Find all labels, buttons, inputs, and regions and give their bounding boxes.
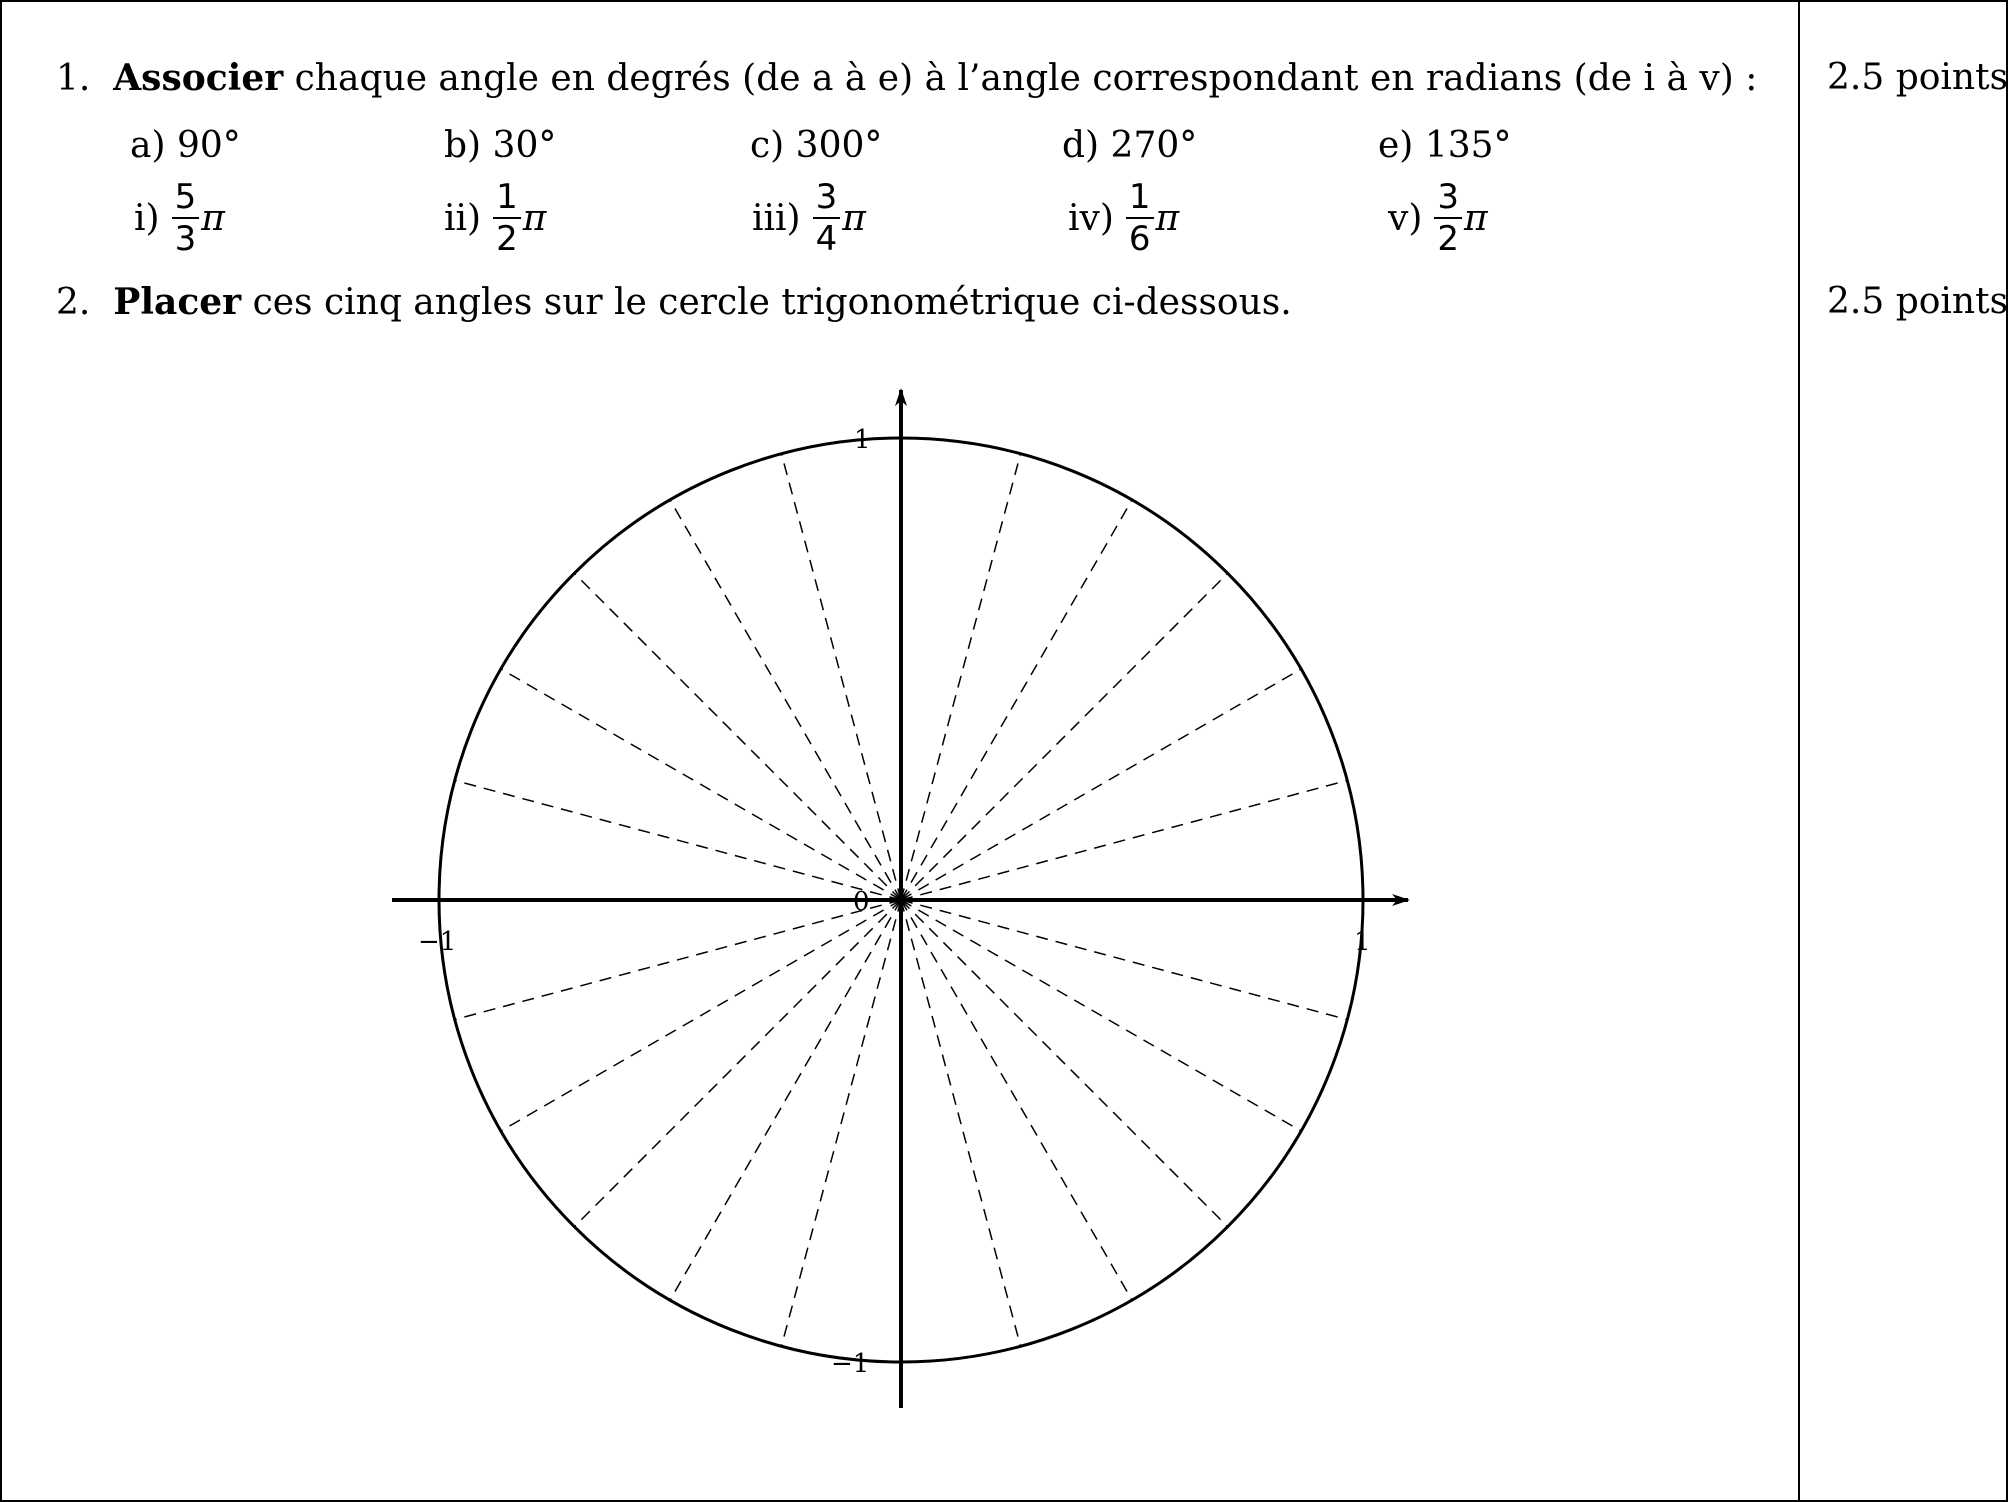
pi-symbol: π: [522, 197, 547, 239]
fraction-denominator: 6: [1128, 219, 1151, 259]
q1-instruction: chaque angle en degrés (de a à e) à l’angle correspondant en radians (de i à v) :: [283, 58, 1758, 99]
angle-division-line: [901, 900, 1347, 1020]
angle-division-line: [901, 669, 1301, 900]
q2-points: 2.5 points: [1827, 281, 2008, 322]
angle-division-line: [901, 900, 1301, 1131]
x-negative-label: −1: [418, 927, 457, 957]
angle-division-line: [574, 573, 901, 900]
x-positive-label: 1: [1354, 927, 1371, 957]
angle-division-line: [670, 500, 901, 900]
fraction-numerator: 5: [172, 177, 200, 219]
degree-label: b): [444, 125, 482, 166]
pi-symbol: π: [842, 197, 866, 239]
degree-value: 30°: [492, 125, 557, 166]
fraction-numerator: 1: [1126, 177, 1154, 219]
angle-division-line: [781, 454, 901, 900]
fraction-denominator: 3: [174, 219, 197, 259]
fraction-denominator: 2: [1437, 219, 1460, 259]
angle-division-line: [670, 900, 901, 1300]
radian-label: iv): [1068, 197, 1114, 239]
q1-points: 2.5 points: [1827, 57, 2008, 98]
radian-label: ii): [444, 197, 482, 239]
angle-division-line: [901, 780, 1347, 900]
degree-label: e): [1378, 125, 1414, 166]
degree-value: 90°: [176, 125, 241, 166]
degree-label: c): [750, 125, 785, 166]
y-negative-label: −1: [831, 1349, 870, 1379]
degree-value: 270°: [1110, 125, 1198, 166]
y-positive-label: 1: [854, 425, 871, 455]
angle-division-line: [901, 500, 1132, 900]
angle-division-line: [455, 900, 901, 1020]
degree-label: a): [130, 125, 166, 166]
angle-division-line: [501, 669, 901, 900]
angle-division-line: [901, 900, 1021, 1346]
angle-division-line: [901, 900, 1228, 1227]
radian-label: i): [134, 197, 160, 239]
q2-verb: Placer: [113, 281, 242, 323]
pi-symbol: π: [1464, 197, 1488, 239]
radian-label: iii): [752, 197, 801, 239]
q2-instruction: ces cinq angles sur le cercle trigonométrique ci-dessous.: [241, 282, 1292, 323]
pi-symbol: π: [201, 197, 225, 239]
q1-number: 1.: [56, 58, 91, 99]
fraction-numerator: 3: [813, 177, 841, 219]
origin-label: 0: [853, 887, 870, 917]
angle-division-line: [781, 900, 901, 1346]
fraction-denominator: 4: [815, 219, 838, 259]
fraction-numerator: 1: [493, 177, 521, 219]
angle-division-line: [901, 573, 1228, 900]
degree-value: 300°: [795, 125, 883, 166]
angle-division-line: [455, 780, 901, 900]
degree-label: d): [1062, 125, 1100, 166]
angle-division-line: [501, 900, 901, 1131]
fraction-denominator: 2: [496, 219, 518, 259]
fraction-numerator: 3: [1434, 177, 1462, 219]
pi-symbol: π: [1155, 197, 1180, 239]
angle-division-line: [901, 454, 1021, 900]
q2-number: 2.: [56, 282, 91, 323]
angle-division-line: [574, 900, 901, 1227]
angle-division-line: [901, 900, 1132, 1300]
radian-label: v): [1388, 197, 1423, 239]
q1-verb: Associer: [113, 57, 284, 99]
degree-value: 135°: [1424, 125, 1512, 166]
